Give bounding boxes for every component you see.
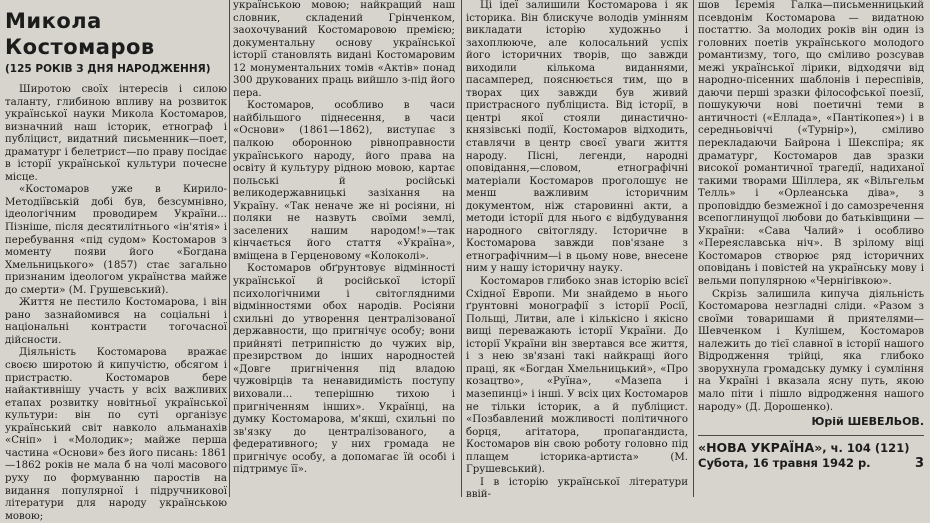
paragraph: Життя не пестило Костомарова, і він рано зазнайомився на соціальні і національні контрасти тогочасної дійсности. bbox=[5, 297, 227, 346]
paragraph: Діяльність Костомарова вражає своєю широтою й кипучістю, обсягом і пристрастю. Костомаров бере найактивнішу участь у всіх важливих етапах розвитку новітньої української культури: він по суті організує український світ навколо альманахів «Сніп» і «Молодик»; майже перша частина «Основи» без його писань: 1861—1862 років не мала б на чолі масового руху по формуванню паростів на видання популярної і підручникової літератури для народу українською мовою; bbox=[5, 347, 227, 522]
masthead bbox=[698, 440, 924, 471]
paragraph: Костомаров, особливо в часи найбільшого піднесення, в часи «Основи» (1861—1862), виступає з палкою оборонною рівноправности українського народу, його права на освіту й культуру рідною мовою, картає польські й російські великодержавницькі зазіхання на Україну. «Так неначе же ні росіяни, ні поляки не назвуть своїми землі, заселених нашим народом!»—так кінчається його стаття «Україна», вміщена в Герценовому «Колоколі». bbox=[233, 100, 455, 262]
page-number: 3 bbox=[914, 455, 924, 471]
paragraph: «Костомаров уже в Кирило-Методіївській добі був, безсумнівно, ідеологічним проводирем України... Пізніше, після десятилітнього «ін'ятія» і перебування «під судом» Костомаров з моменту появи його «Богдана Хмельницького» (1857) стає загально признаним ідеологом українства майже до смерти» (М. Грушевський). bbox=[5, 184, 227, 296]
column-4 bbox=[698, 0, 924, 497]
column-divider bbox=[229, 0, 230, 497]
column-2 bbox=[233, 0, 455, 497]
column-divider bbox=[693, 0, 694, 497]
paragraph: Широтою своїх інтересів і силою таланту, глибиною впливу на розвиток української науки Микола Костомаров, визначний наш історик, етнограф і публіцист, видатний письменник—поет, драматург і белетрист—по праву посідає в історії української культури почесне місце. bbox=[5, 84, 227, 183]
paragraph: шов Ієремія Галка—письменницький псевдонім Костомарова — видатною постаттю. За молодих років він один із головних поетів українського молодого романтизму, того, що сміливо розсував межі української лірики, відходячи від народно-пісенних шаблонів і переспівів, даючи перші зразки філософської поезії, пошукуючи нові поетичні теми в античності («Еллада», «Пантікопея») і в середньовіччі («Турнір»), сміливо перекладаючи Байрона і Шекспіра; як драматург, Костомаров дав зразки високої романтичної трагедії, надиханої такими творами Шіллера, як «Вільгельм Телль» і «Орлеанська діва», з проповіддю безмежної і до самозречення всепоглинущої любови до батьківщини — України: «Сава Чалий» і особливо «Переяславська ніч». В зрілому віці Костомаров створює ряд історичних оповідань і повістей на українську мову і вельми популярною «Чернігівкою». bbox=[698, 0, 924, 288]
issue-date: Субота, 16 травня 1942 р. bbox=[698, 455, 871, 470]
paragraph: Ці ідеї залишили Костомарова і як історика. Він блискуче володів умінням викладати історію художньо і захоплююче, але колосальний успіх його історичних творів, що завжди виходили кількома виданнями, пасамперед, пояснюється тим, що в творах цих завжди був живий пристрасного публіциста. Від історії, в центрі якої стояли династично-князівські події, Костомаров відходить, ставлячи в центр своєї уваги життя народу. Пісні, легенди, народні оповідання,—словом, етнографічні матеріали Костомаров проголошує не менш важливим історичним документом, ніж старовинні акти, а методи історії для нього є відбудування народного світогляду. Історичне в Костомарова завжди пов'язане з етнографічним—і в цьому нове, внесене ним у нашу історичну науку. bbox=[466, 0, 688, 275]
article-title: Микола Костомаров bbox=[5, 9, 155, 59]
column-divider bbox=[461, 0, 462, 497]
column-1 bbox=[5, 0, 227, 522]
paragraph: Костомаров обґрунтовує відмінності української й російської історії психологічними і світоглядними відмінностями обох народів. Росіяни схильні до утворення централізованої державности, що пригнічує особу; вони прийняті петрипністю до чужих вір, презирством до інших народностей «Довге пригнічення під владою чужовірців та ненавидимість поступу виховали... теперішню тихою і пригніченням інших». Українці, на думку Костомарова, м'якші, схильні по зв'язку до централізованого, а федеративного; у них громада не пригнічує особу, а допомагає їй особі і підтримує її». bbox=[233, 263, 455, 476]
paragraph: Скрізь залишила кипуча діяльність Костомарова незгладні сліди. «Разом з своїми товаришами й приятелями—Шевченком і Кулішем, Костомаров належить до тієї славної в історії нашого Відродження трійці, яка глибоко зворухнула громадську думку і сумління на Україні і вказала ясну путь, якою мало піти і пішло відродження нашого народу» (Д. Дорошенко). bbox=[698, 288, 924, 413]
column-3 bbox=[466, 0, 688, 501]
newspaper-name: «НОВА УКРАЇНА» bbox=[698, 439, 823, 455]
issue-number: , ч. 104 (121) bbox=[822, 440, 910, 455]
paragraph: І в історію української літератури ввій- bbox=[466, 476, 688, 501]
paragraph: українською мовою; найкращий наш словник, складений Грінченком, заохочуваний Костомаровою премією; документальну основу української історії становлять видані Костомаровим 12 монументальних томів «Актів» понад 300 друкованих праць вийшло з-під його пера. bbox=[233, 0, 455, 99]
article-subtitle: (125 РОКІВ З ДНЯ НАРОДЖЕННЯ) bbox=[5, 63, 211, 75]
author-signature: Юрій ШЕВЕЛЬОВ. bbox=[811, 415, 924, 429]
masthead-divider bbox=[698, 435, 924, 436]
paragraph: Костомаров глибоко знав історію всієї Східної Европи. Ми знайдемо в нього ґрунтовні монографії з історії Росії, Польщі, Литви, але і кількісно і якісно вищі переважають історії України. До історії України він звертався все життя, і з нею зв'язані такі найкращі його праці, як «Богдан Хмельницький», «Про козацтво», «Руїна», «Мазепа і мазепинці» і інші. У всіх цих Костомаров не тільки історик, а й публіцист. «Позбавлений можливості політичного борця, агітатора, пропагандиста, Костомаров він свою роботу головно під плащем історика-артиста» (М. Грушевський). bbox=[466, 276, 688, 476]
